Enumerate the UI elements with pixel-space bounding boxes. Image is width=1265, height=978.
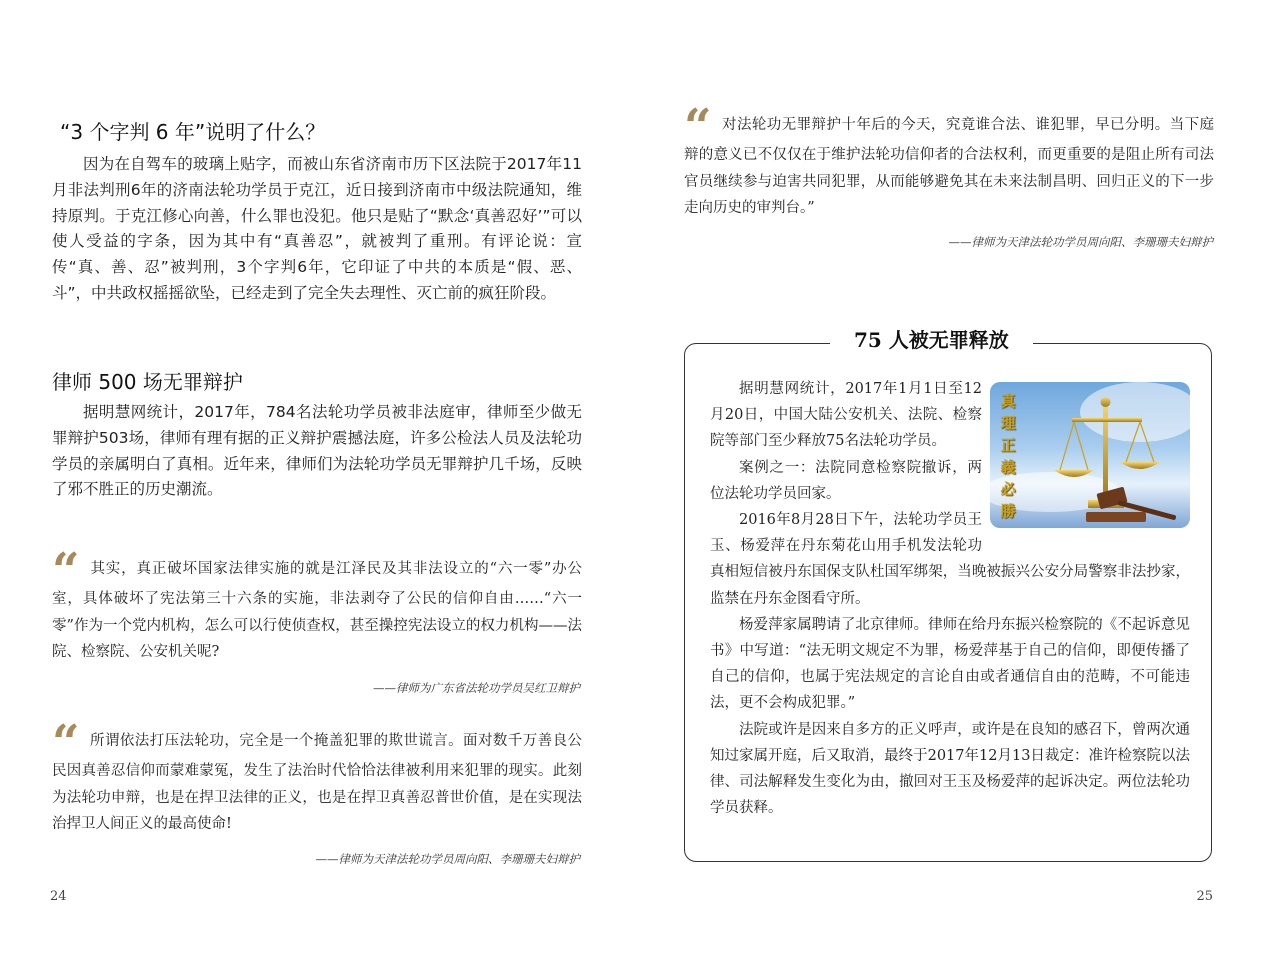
quote-text-2: 所谓依法打压法轮功，完全是一个掩盖犯罪的欺世谎言。面对数千万善良公民因真善忍信仰而蒙难蒙冤，发生了法治时代恰恰法律被利用来犯罪的现实。此刻为法轮功申辩，也是在捍卫法律的正义，也是在捍卫真善忍普世价值，是在实现法治捍卫人间正义的最高使命! [52,733,582,832]
quote-attribution-2: ——律师为天津法轮功学员周向阳、李珊珊夫妇辩护 [315,852,580,866]
box-content [710,376,1190,821]
quote-text-1: 其实，真正破坏国家法律实施的就是江泽民及其非法设立的“六一零”办公室，具体破坏了宪法第三十六条的实施，非法剥夺了公民的信仰自由……“六一零”作为一个党内机构，怎么可以行使侦查权，甚至操控宪法设立的权力机构——法院、检察院、公安机关呢? [52,561,582,660]
left-page [0,0,632,978]
quote-mark-icon: “ [52,715,76,771]
justice-scale-image [990,382,1190,528]
quote-mark-icon: “ [52,543,76,599]
quote-attribution-1: ——律师为广东省法轮功学员吴红卫辩护 [373,681,580,695]
paragraph-3-chars: 因为在自驾车的玻璃上贴字，而被山东省济南市历下区法院于2017年11月非法判刑6年的济南法轮功学员于克江，近日接到济南市中级法院通知，维持原判。于克江修心向善，什么罪也没犯。他只是贴了“默念‘真善忍好’”可以使人受益的字条，因为其中有“真善忍”，就被判了重刑。有评论说：宣传“真、善、忍”被判刑，3个字判6年，它印证了中共的本质是“假、恶、斗”，中共政权摇摇欲坠，已经走到了完全失去理性、灭亡前的疯狂阶段。 [52,155,582,302]
box-paragraph-3: 2016年8月28日下午，法轮功学员王玉、杨爱萍在丹东菊花山用手机发法轮功真相短信被丹东国保支队杜国军绑架，当晚被振兴公安分局警察非法抄家，监禁在丹东金图看守所。 [710,512,1190,607]
page-number-right: 25 [1196,889,1213,904]
right-page [632,0,1265,978]
box-paragraph-4: 杨爱萍家属聘请了北京律师。律师在给丹东振兴检察院的《不起诉意见书》中写道：“法无明文规定不为罪，杨爱萍基于自己的信仰，即便传播了自己的信仰，也属于宪法规定的言论自由或者通信自由的范畴，不可能违法，更不会构成犯罪。” [710,616,1190,712]
box-paragraph-2: 案例之一：法院同意检察院撤诉，两位法轮功学员回家。 [710,459,982,502]
quote-block-3 [684,99,1214,222]
quote-block-2 [52,715,582,838]
quote-attribution-3: ——律师为天津法轮功学员周向阳、李珊珊夫妇辩护 [948,235,1213,249]
box-title: 75 人被无罪释放 [830,324,1033,356]
quote-text-3: 对法轮功无罪辩护十年后的今天，究竟谁合法、谁犯罪，早已分明。当下庭辩的意义已不仅仅在于维护法轮功信仰者的合法权利，而更重要的是阻止所有司法官员继续参与迫害共同犯罪，从而能够避免其在未来法制昌明、回归正义的下一步走向历史的审判台。” [684,117,1214,216]
scale-icon [990,382,1190,528]
quote-block-1 [52,543,582,666]
box-paragraph-1: 据明慧网统计，2017年1月1日至12月20日，中国大陆公安机关、法院、检察院等部门至少释放75名法轮功学员。 [710,381,982,450]
box-paragraph-5: 法院或许是因来自多方的正义呼声，或许是在良知的感召下，曾两次通知过家属开庭，后又取消，最终于2017年12月13日裁定：准许检察院以法律、司法解释发生变化为由，撤回对王玉及杨爱萍的起诉决定。两位法轮功学员获释。 [710,721,1190,817]
paragraph-lawyers: 据明慧网统计，2017年，784名法轮功学员被非法庭审，律师至少做无罪辩护503场，律师有理有据的正义辩护震撼法庭，许多公检法人员及法轮功学员的亲属明白了真相。近年来，律师们为法轮功学员无罪辩护几千场，反映了邪不胜正的历史潮流。 [52,403,582,499]
page-number-left: 24 [50,889,67,904]
image-caption: 真理正義必勝 [1000,392,1016,520]
quote-mark-icon: “ [684,99,708,155]
section-heading-3-chars: “3 个字判 6 年”说明了什么？ [60,120,326,144]
section-heading-lawyers: 律师 500 场无罪辩护 [52,370,243,394]
